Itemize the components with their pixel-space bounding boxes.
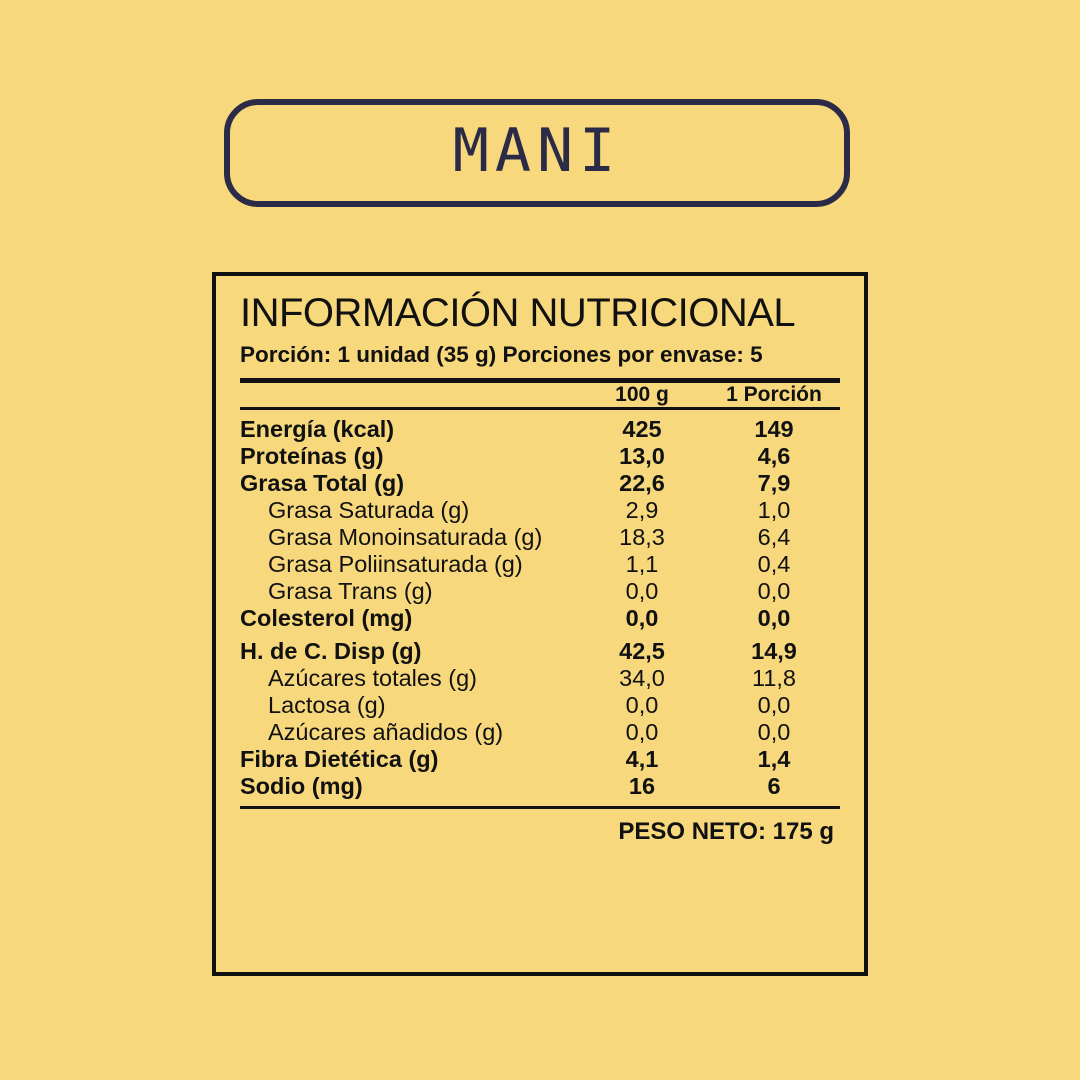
table-row [240,524,840,551]
value-per-portion: 14,9 [751,638,797,664]
value-per-100g: 34,0 [619,665,665,691]
nutrient-label: Lactosa (g) [268,692,386,718]
value-per-100g: 13,0 [619,443,665,469]
value-per-portion: 0,0 [757,719,791,745]
table-row [240,443,840,470]
net-weight-label: PESO NETO: [618,818,766,845]
table-row [240,416,840,443]
header-per-100g: 100 g [615,383,669,406]
value-per-portion: 0,0 [757,578,791,604]
value-per-portion: 0,4 [757,551,791,577]
table-row [240,746,840,773]
table-row [240,773,840,800]
nutrient-label: Grasa Saturada (g) [268,497,470,523]
value-per-100g: 42,5 [619,638,665,664]
nutrient-label: Fibra Dietética (g) [240,746,439,772]
value-per-100g: 1,1 [625,551,659,577]
value-per-portion: 11,8 [752,665,796,691]
value-per-100g: 0,0 [625,578,659,604]
value-per-portion: 0,0 [757,605,791,631]
nutrient-label: Grasa Trans (g) [268,578,433,604]
table-row [240,719,840,746]
table-row [240,692,840,719]
nutrient-label: Sodio (mg) [240,773,363,799]
nutrition-values-table [240,410,840,806]
nutrient-label: Colesterol (mg) [240,605,413,631]
nutrient-label: Grasa Poliinsaturada (g) [268,551,523,577]
table-row [240,605,840,632]
value-per-portion: 1,0 [757,497,791,523]
value-per-100g: 22,6 [619,470,665,496]
nutrient-label: H. de C. Disp (g) [240,638,422,664]
value-per-100g: 4,1 [625,746,659,772]
value-per-portion: 0,0 [757,692,791,718]
nutrient-label: Proteínas (g) [240,443,384,469]
product-title: MANI [452,116,622,186]
nutrient-label: Grasa Total (g) [240,470,405,496]
table-row [240,497,840,524]
net-weight-value: 175 g [772,818,834,845]
header-nutrient [240,383,576,407]
value-per-100g: 425 [622,416,662,442]
value-per-100g: 2,9 [625,497,659,523]
value-per-100g: 16 [628,773,656,799]
nutrient-label: Energía (kcal) [240,416,395,442]
value-per-100g: 18,3 [619,524,665,550]
portion-info: Porción: 1 unidad (35 g) Porciones por envase: 5 [240,342,763,367]
table-row [240,578,840,605]
nutrient-label: Azúcares añadidos (g) [268,719,504,745]
table-row [240,551,840,578]
product-title-pill [224,99,850,207]
value-per-portion: 6 [767,773,781,799]
value-per-portion: 1,4 [757,746,791,772]
value-per-100g: 0,0 [625,692,659,718]
value-per-portion: 4,6 [757,443,791,469]
net-weight [240,809,840,846]
value-per-portion: 149 [754,416,794,442]
nutrient-label: Azúcares totales (g) [268,665,477,691]
table-row [240,665,840,692]
table-header-row [240,383,840,407]
table-row [240,638,840,665]
value-per-portion: 6,4 [757,524,791,550]
nutrition-facts-panel [212,272,868,976]
value-per-portion: 7,9 [757,470,791,496]
nutrient-label: Grasa Monoinsaturada (g) [268,524,543,550]
table-row [240,470,840,497]
value-per-100g: 0,0 [625,605,659,631]
header-per-portion: 1 Porción [726,383,822,406]
nutrition-table [240,383,840,407]
value-per-100g: 0,0 [625,719,659,745]
panel-title: INFORMACIÓN NUTRICIONAL [240,291,796,335]
